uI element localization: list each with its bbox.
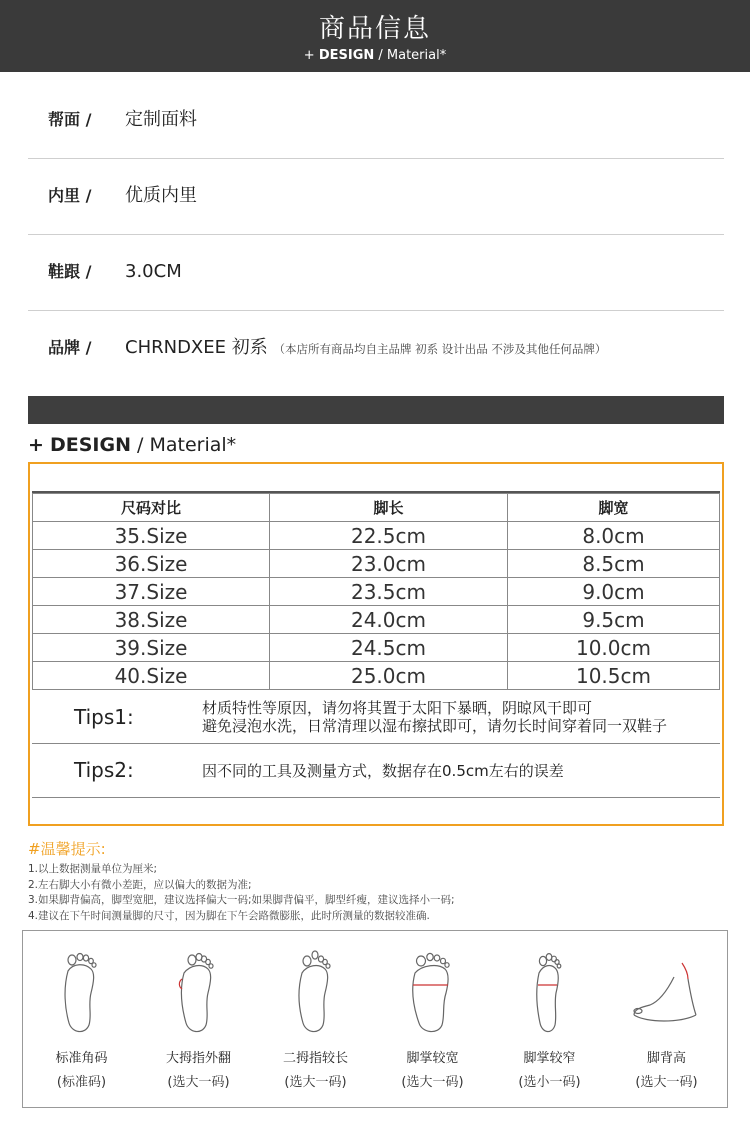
size-cell: 39.Size — [33, 634, 270, 662]
width-cell: 9.0cm — [508, 578, 720, 606]
tips-line: 避免浸泡水洗，日常清理以湿布擦拭即可，请勿长时间穿着同一双鞋子 — [202, 717, 668, 735]
list-item: 1.以上数据测量单位为厘米; — [28, 863, 158, 875]
tips-row-1 — [32, 689, 720, 744]
table-header-row — [33, 494, 720, 522]
table-row — [33, 606, 720, 634]
material-label: / Material* — [374, 48, 447, 63]
length-cell: 25.0cm — [270, 662, 508, 690]
foot-type-hint: (选大一码) — [401, 1075, 464, 1090]
info-row-brand — [28, 310, 724, 386]
size-cell: 38.Size — [33, 606, 270, 634]
length-cell: 23.0cm — [270, 550, 508, 578]
list-item: 4.建议在下午时间测量脚的尺寸，因为脚在下午会路微膨胀，此时所测量的数据较准确. — [28, 909, 430, 922]
info-label: 内里 / — [48, 186, 92, 205]
foot-type-bunion — [140, 931, 257, 1107]
foot-wide-icon — [402, 949, 464, 1037]
header-foot-length: 脚长 — [270, 494, 508, 522]
width-cell: 10.0cm — [508, 634, 720, 662]
table-row — [33, 634, 720, 662]
width-cell: 10.5cm — [508, 662, 720, 690]
width-cell: 8.0cm — [508, 522, 720, 550]
section-title — [28, 434, 236, 456]
header-banner — [0, 0, 750, 72]
foot-type-name: 脚掌较窄 — [523, 1051, 576, 1066]
tips-label: Tips1: — [74, 705, 134, 729]
size-table — [32, 493, 720, 690]
foot-standard-icon — [51, 949, 113, 1037]
foot-type-guide — [22, 930, 728, 1108]
foot-type-long-second-toe — [257, 931, 374, 1107]
foot-type-name: 二拇指较长 — [282, 1051, 348, 1066]
plus-mark: + — [28, 434, 44, 456]
info-label: 鞋跟 / — [48, 262, 92, 281]
foot-type-hint: (选小一码) — [518, 1075, 581, 1090]
plus-mark: + — [303, 48, 315, 63]
length-cell: 22.5cm — [270, 522, 508, 550]
info-row-heel — [28, 234, 724, 311]
table-row — [33, 522, 720, 550]
foot-long-second-toe-icon — [285, 949, 347, 1037]
info-row-upper — [28, 82, 724, 159]
table-row — [33, 662, 720, 690]
tips-label: Tips2: — [74, 758, 134, 782]
tips-text — [202, 699, 667, 735]
foot-type-wide — [374, 931, 491, 1107]
length-cell: 24.5cm — [270, 634, 508, 662]
size-cell: 35.Size — [33, 522, 270, 550]
size-cell: 36.Size — [33, 550, 270, 578]
tips-text — [202, 762, 564, 780]
foot-type-hint: (选大一码) — [167, 1075, 230, 1090]
design-label: DESIGN — [318, 48, 375, 63]
foot-high-instep-icon — [630, 949, 700, 1037]
list-item: 2.左右脚大小有微小差距，应以偏大的数据为准; — [28, 878, 252, 891]
info-value: 优质内里 — [125, 185, 197, 206]
brand-note: （本店所有商品均自主品牌 初系 设计出品 不涉及其他任何品牌） — [273, 342, 607, 356]
header-foot-width: 脚宽 — [508, 494, 720, 522]
tips-row-2 — [32, 743, 720, 798]
foot-type-narrow — [491, 931, 608, 1107]
info-row-lining — [28, 158, 724, 235]
info-value: 定制面料 — [125, 109, 197, 130]
header-size: 尺码对比 — [33, 494, 270, 522]
info-label: 品牌 / — [48, 338, 92, 357]
warm-tips-list — [28, 862, 455, 924]
width-cell: 8.5cm — [508, 550, 720, 578]
foot-bunion-icon — [168, 949, 230, 1037]
header-subtitle — [0, 48, 750, 63]
brand-name: CHRNDXEE 初系 — [125, 337, 268, 358]
tips-line: 材质特性等原因，请勿将其置于太阳下暴晒，阴晾风干即可 — [202, 699, 593, 717]
list-item: 3.如果脚背偏高，脚型宽肥，建议选择偏大一码;如果脚背偏平，脚型纤瘦，建议选择小一码; — [28, 894, 455, 906]
foot-type-hint: (选大一码) — [635, 1075, 698, 1090]
info-label: 帮面 / — [48, 110, 92, 129]
material-label: / Material* — [130, 434, 237, 456]
size-cell: 40.Size — [33, 662, 270, 690]
table-row — [33, 578, 720, 606]
tips-blank-row — [32, 797, 720, 823]
foot-type-name: 大拇指外翻 — [165, 1051, 231, 1066]
table-row — [33, 550, 720, 578]
tips-line: 因不同的工具及测量方式，数据存在0.5cm左右的误差 — [202, 762, 564, 780]
foot-type-name: 脚背高 — [646, 1051, 686, 1066]
foot-type-standard — [23, 931, 140, 1107]
design-label: DESIGN — [49, 434, 131, 456]
length-cell: 24.0cm — [270, 606, 508, 634]
page-title: 商品信息 — [318, 14, 431, 44]
size-chart-box — [28, 462, 724, 826]
width-cell: 9.5cm — [508, 606, 720, 634]
foot-type-high-instep — [608, 931, 725, 1107]
foot-type-name: 标准角码 — [55, 1051, 108, 1066]
length-cell: 23.5cm — [270, 578, 508, 606]
info-value: 3.0CM — [125, 261, 182, 282]
divider-bar — [28, 396, 724, 424]
foot-type-name: 脚掌较宽 — [406, 1051, 459, 1066]
warm-tips-title: #温馨提示: — [28, 840, 106, 858]
foot-type-hint: (标准码) — [56, 1075, 107, 1090]
info-value — [125, 310, 606, 387]
foot-narrow-icon — [519, 949, 581, 1037]
size-cell: 37.Size — [33, 578, 270, 606]
foot-type-hint: (选大一码) — [284, 1075, 347, 1090]
